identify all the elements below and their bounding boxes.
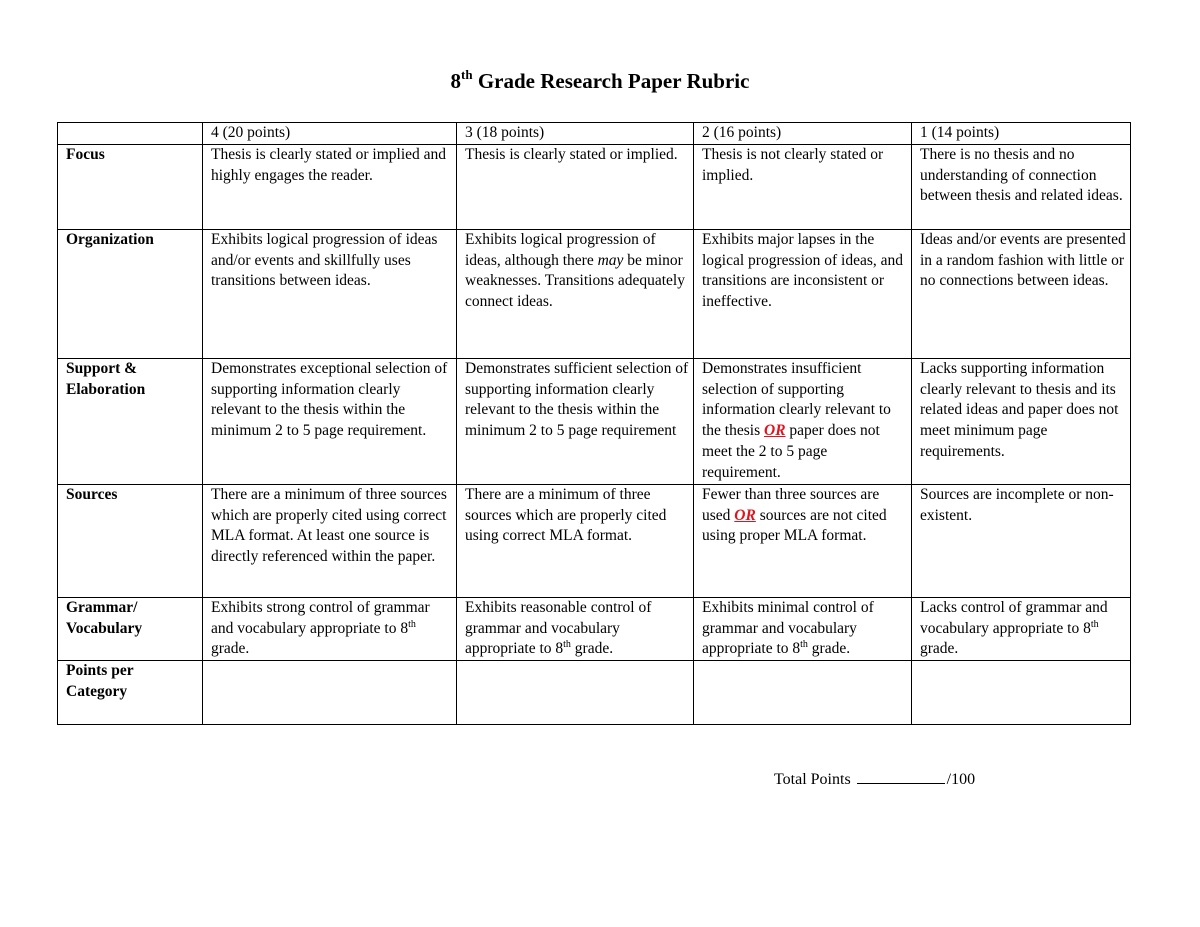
category-points-line2: Category [66,682,128,700]
grammar-score-4-sup: th [408,618,416,630]
title-grade-number: 8 [450,69,462,93]
category-grammar-vocabulary [58,597,203,660]
focus-score-3: Thesis is clearly stated or implied. [457,144,694,229]
row-grammar-vocabulary [58,597,1131,660]
category-sources: Sources [58,484,203,597]
support-score-2-text-b: paper does not meet the 2 to 5 page requirement. [702,422,880,481]
organization-score-1: Ideas and/or events are presented in a random fashion with little or no connections between ideas. [912,229,1131,358]
support-or-emphasis: OR [764,422,786,440]
row-organization [58,229,1131,358]
grammar-score-1-tail: grade. [920,640,959,658]
points-score-3-cell[interactable] [457,661,694,725]
organization-score-4: Exhibits logical progression of ideas and/or events and skillfully uses transitions between ideas. [203,229,457,358]
grammar-score-3-tail: grade. [570,640,614,658]
organization-score-3-emphasis: may [597,251,624,269]
total-points-blank[interactable] [857,768,945,784]
grammar-score-4-tail: grade. [211,640,250,658]
support-score-3: Demonstrates sufficient selection of supporting information clearly relevant to the thesis within the minimum 2 to 5 page requirement [457,358,694,484]
grammar-score-3-sup: th [563,639,571,651]
category-support-line2: Elaboration [66,380,146,398]
category-support-line1: Support & [66,359,138,377]
total-points-suffix: /100 [946,771,976,788]
sources-score-1: Sources are incomplete or non-existent. [912,484,1131,597]
category-grammar-line2: Vocabulary [66,619,143,637]
category-support-elaboration [58,358,203,484]
grammar-score-4-text: Exhibits strong control of grammar and vocabulary appropriate to 8 [211,598,430,637]
category-organization: Organization [58,229,203,358]
grammar-score-1-sup: th [1090,618,1099,630]
support-score-2-text-a: Demonstrates insufficient selection of supporting information clearly relevant to the thesis [702,359,891,440]
points-score-4-cell[interactable] [203,661,457,725]
grammar-score-2 [694,597,912,660]
total-points-line [774,768,975,791]
header-score-4: 4 (20 points) [203,123,457,145]
grammar-score-2-text: Exhibits minimal control of grammar and vocabulary appropriate to 8 [702,598,874,658]
header-empty-cell [58,123,203,145]
organization-score-2: Exhibits major lapses in the logical progression of ideas, and transitions are inconsistent or ineffective. [694,229,912,358]
sources-score-2-text-a: Fewer than three sources are used [702,485,880,524]
focus-score-2: Thesis is not clearly stated or implied. [694,144,912,229]
row-support-elaboration [58,358,1131,484]
category-focus: Focus [58,144,203,229]
support-score-4: Demonstrates exceptional selection of supporting information clearly relevant to the thesis within the minimum 2 to 5 page requirement. [203,358,457,484]
organization-score-3-text-a: Exhibits logical progression of ideas, although there [465,230,656,269]
total-points-label: Total Points [774,771,851,788]
organization-score-3-text-b: be minor weaknesses. Transitions adequately connect ideas. [465,251,685,311]
header-score-1: 1 (14 points) [912,123,1131,145]
title-grade-superscript: th [461,67,473,82]
points-score-1-cell[interactable] [912,661,1131,725]
header-score-2: 2 (16 points) [694,123,912,145]
support-score-1: Lacks supporting information clearly relevant to thesis and its related ideas and paper does not meet minimum page requirements. [912,358,1131,484]
sources-score-2 [694,484,912,597]
sources-score-4: There are a minimum of three sources which are properly cited using correct MLA format. At least one source is directly referenced within the paper. [203,484,457,597]
organization-score-3 [457,229,694,358]
grammar-score-3-text: Exhibits reasonable control of grammar and vocabulary appropriate to 8 [465,598,652,658]
row-points-per-category [58,661,1131,725]
grammar-score-3 [457,597,694,660]
points-score-2-cell[interactable] [694,661,912,725]
sources-score-3: There are a minimum of three sources which are properly cited using correct MLA format. [457,484,694,597]
header-row [58,123,1131,145]
row-sources [58,484,1131,597]
title-text: Grade Research Paper Rubric [472,69,750,93]
page-title [0,66,1200,96]
category-points-per-category [58,661,203,725]
grammar-score-1-text: Lacks control of grammar and vocabulary appropriate to 8 [920,598,1108,637]
category-points-line1: Points per [66,662,134,680]
grammar-score-4 [203,597,457,660]
sources-or-emphasis: OR [734,506,756,524]
rubric-table [57,122,1131,725]
focus-score-1: There is no thesis and no understanding of connection between thesis and related ideas. [912,144,1131,229]
grammar-score-2-tail: grade. [807,640,851,658]
support-score-2 [694,358,912,484]
header-score-3: 3 (18 points) [457,123,694,145]
category-grammar-line1: Grammar/ [66,598,138,616]
focus-score-4: Thesis is clearly stated or implied and highly engages the reader. [203,144,457,229]
grammar-score-2-sup: th [800,639,808,651]
grammar-score-1 [912,597,1131,660]
row-focus [58,144,1131,229]
sources-score-2-text-b: sources are not cited using proper MLA format. [702,506,887,545]
